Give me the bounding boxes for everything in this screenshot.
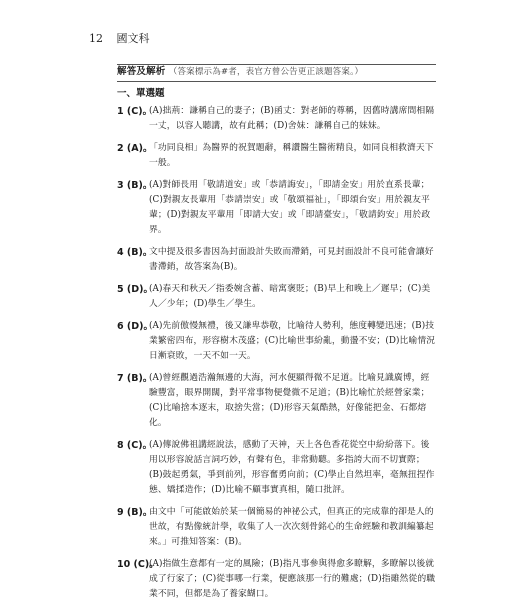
answer-label: 6 (D)。: [117, 321, 153, 332]
answer-item: [117, 178, 436, 238]
answer-explanation: 文中提及很多書因為封面設計失敗而滯銷，可見封面設計不良可能會讓好書滯銷，故答案為(B)。: [149, 247, 434, 272]
answer-explanation: (A)指做生意都有一定的風險；(B)指凡事參與得愈多瞭解，多瞭解以後就成了行家了；(C)從事哪一行業，便應該那一行的難處；(D)指雖然從的職業不同，但都是為了養家餬口。: [149, 559, 436, 599]
page-number: 12: [89, 32, 103, 45]
answer-item: [117, 319, 436, 364]
answer-explanation: (A)傳說佛祖講經說法，感動了天神，天上各色香花從空中紛紛落下。後用以形容說話言詞巧妙，有聲有色，非常動聽。多指誇大而不切實際；(B)鼓起勇氣，爭到前列，形容奮勇向前；(C)學止自然坦率，毫無扭捏作態、矯揉造作；(D)比喻不顧事實真相，隨口批評。: [149, 440, 435, 495]
answer-section-title: [117, 64, 436, 80]
answer-item: [117, 104, 436, 134]
answer-explanation: (A)拙荊：謙稱自己的妻子；(B)函丈：對老師的尊稱，因舊時講席間相隔一丈，以容人聽講，故有此稱；(D)舍妹：謙稱自己的妹妹。: [149, 106, 435, 131]
answer-label: 10 (C)。: [117, 559, 159, 570]
answer-explanation: (A)春天和秋天／指委婉含蓄、暗寓褒貶；(B)早上和晚上／遲早；(C)美人／少年；(D)學生／學生。: [149, 284, 431, 309]
answer-label: 4 (B)。: [117, 247, 153, 258]
answer-explanation: (A)對師長用「敬請道安」或「恭請誨安」，「即請金安」用於直系長輩；(C)對親友長輩用「恭請崇安」或「敬頌福祉」，「即頌台安」用於親友平輩；(D)對親友平輩用「即請大安」或「即請臺安」，「敬請鈞安」用於政界。: [149, 180, 431, 235]
answer-label: 5 (D)。: [117, 284, 153, 295]
answer-label: 1 (C)。: [117, 106, 153, 117]
answer-explanation: 由文中「可能啟始於某一個簡易的神祕公式，但真正的完成靠的卻是人的世故，有點像統計學，收集了人一次次刻骨銘心的生命經驗和教訓編纂起來。」可推知答案：(B)。: [149, 507, 434, 547]
answer-section-note: （答案標示為#者，表官方曾公告更正該題答案。）: [168, 67, 364, 77]
answer-item: [117, 438, 436, 498]
answer-explanation: 「功同良相」為醫界的祝賀題辭，稱讚醫生醫術精良，如同良相救濟天下一般。: [149, 143, 434, 168]
section-bottom-rule: [117, 81, 436, 82]
answer-label: 9 (B)。: [117, 507, 153, 518]
part-heading: 一、單選題: [117, 88, 165, 99]
answer-label: 7 (B)。: [117, 373, 153, 384]
answer-label: 2 (A)。: [117, 143, 153, 154]
page-header: [89, 30, 150, 46]
answer-explanation: (A)曾經觀過浩瀚無邊的大海，河水便顯得微不足道。比喻見識廣博，經驗豐富，眼界開闊，對平常事物便覺微不足道；(B)比喻忙於經營家業；(C)比喻捨本逐末，取捨失當；(D)形容天氣酷熱，好像能把金、石都熔化。: [149, 373, 430, 428]
answer-section-heading: 解答及解析: [117, 66, 166, 77]
answer-item: [117, 141, 436, 171]
answer-item: [117, 371, 436, 431]
answer-label: 3 (B)。: [117, 180, 153, 191]
subject-title: 國文科: [116, 32, 150, 45]
answer-list: [117, 104, 436, 609]
answer-item: [117, 557, 436, 602]
answer-item: [117, 505, 436, 550]
answer-label: 8 (C)。: [117, 440, 153, 451]
answer-item: [117, 245, 436, 275]
answer-explanation: (A)先前傲慢無禮，後又謙卑恭敬，比喻待人勢利，態度轉變迅速；(B)技業繁密四布，形容樹木茂盛；(C)比喻世事紛亂，動盪不安；(D)比喻情況日漸衰敗，一天不如一天。: [149, 321, 436, 361]
answer-item: [117, 282, 436, 312]
